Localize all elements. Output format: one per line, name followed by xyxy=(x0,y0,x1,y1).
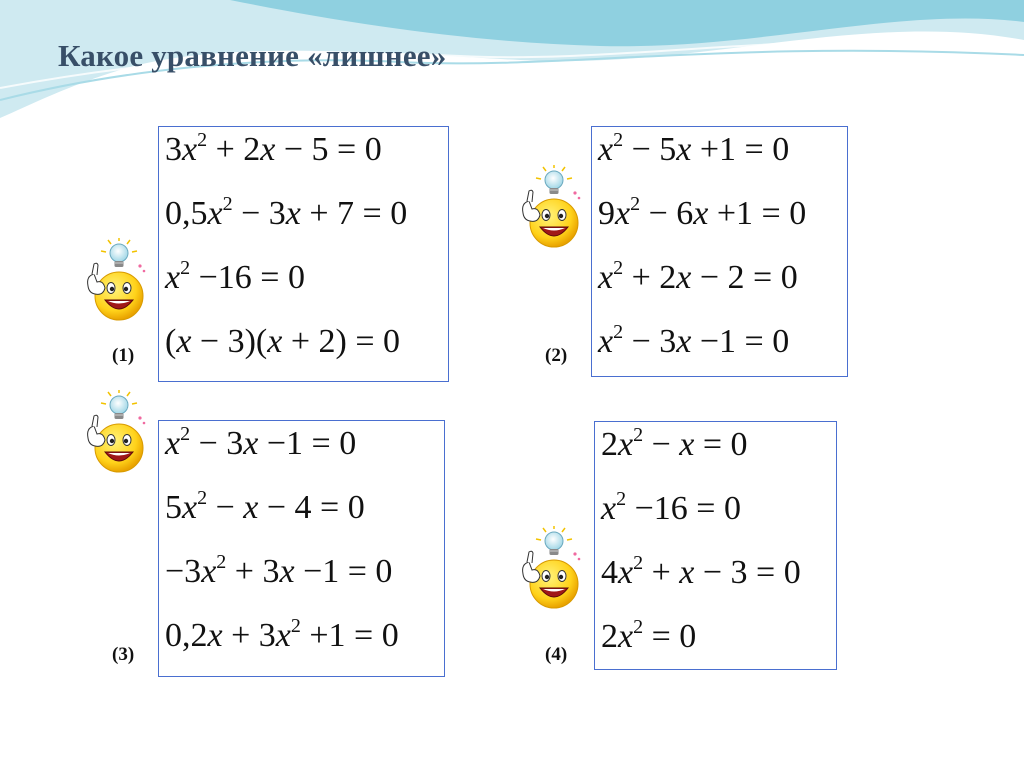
variable: x xyxy=(176,323,192,360)
term: − 5 xyxy=(623,131,677,168)
box-label-4: (4) xyxy=(545,644,568,665)
variable: x xyxy=(275,617,291,654)
exponent: 2 xyxy=(613,129,624,151)
variable: x xyxy=(182,131,198,168)
term: − 6 xyxy=(640,195,694,232)
exponent: 2 xyxy=(613,257,624,279)
variable: x xyxy=(598,259,614,296)
equation xyxy=(165,325,448,389)
term: +1 = 0 xyxy=(691,131,790,168)
exponent: 2 xyxy=(197,129,208,151)
variable: x xyxy=(615,195,631,232)
term: 9 xyxy=(598,195,615,232)
variable: x xyxy=(679,426,695,463)
equation-list xyxy=(165,129,448,389)
equation xyxy=(601,488,836,556)
slide-title: Какое уравнение «лишнее» xyxy=(58,38,447,73)
equation xyxy=(598,129,847,197)
term: −16 = 0 xyxy=(626,490,741,527)
exponent: 2 xyxy=(633,424,644,446)
exponent: 2 xyxy=(222,193,233,215)
equation-box-1 xyxy=(158,126,449,382)
equation-list xyxy=(598,129,847,389)
exponent: 2 xyxy=(290,615,301,637)
equation xyxy=(165,423,444,491)
variable: x xyxy=(279,553,295,590)
variable: x xyxy=(598,131,614,168)
exponent: 2 xyxy=(180,423,191,445)
equation xyxy=(165,257,448,325)
term: 0,5 xyxy=(165,195,208,232)
exponent: 2 xyxy=(613,321,624,343)
term: = 0 xyxy=(694,426,748,463)
equation xyxy=(165,615,444,683)
smiley-with-lightbulb-icon xyxy=(82,390,152,474)
equation-box-2 xyxy=(591,126,848,377)
term: +1 = 0 xyxy=(708,195,807,232)
variable: x xyxy=(285,195,301,232)
term: − 5 = 0 xyxy=(275,131,382,168)
term: 3 xyxy=(165,131,182,168)
equation xyxy=(601,424,836,492)
term: − 3 xyxy=(623,323,677,360)
variable: x xyxy=(598,323,614,360)
equation-list xyxy=(601,424,836,684)
term: − 4 = 0 xyxy=(258,489,365,526)
term: −1 = 0 xyxy=(691,323,790,360)
term: + 3 xyxy=(222,617,276,654)
equation xyxy=(598,321,847,389)
smiley-with-lightbulb-icon xyxy=(517,526,587,610)
term: − xyxy=(643,426,680,463)
equation xyxy=(165,129,448,197)
equation-box-3 xyxy=(158,420,445,677)
variable: x xyxy=(182,489,198,526)
variable: x xyxy=(243,425,259,462)
equation xyxy=(165,551,444,619)
variable: x xyxy=(676,131,692,168)
variable: x xyxy=(207,195,223,232)
term: ( xyxy=(165,323,177,360)
term: + 2 xyxy=(207,131,261,168)
term: −3 xyxy=(165,553,202,590)
term: − 2 = 0 xyxy=(691,259,798,296)
term: 4 xyxy=(601,554,618,591)
variable: x xyxy=(260,131,276,168)
equation xyxy=(601,552,836,620)
term: + 2) = 0 xyxy=(282,323,401,360)
variable: x xyxy=(207,617,223,654)
variable: x xyxy=(693,195,709,232)
equation xyxy=(165,193,448,261)
term: +1 = 0 xyxy=(300,617,399,654)
exponent: 2 xyxy=(180,257,191,279)
variable: x xyxy=(165,259,181,296)
term: −16 = 0 xyxy=(190,259,305,296)
term: −1 = 0 xyxy=(294,553,393,590)
term: 5 xyxy=(165,489,182,526)
equation xyxy=(598,257,847,325)
term: = 0 xyxy=(643,618,697,655)
term: + 2 xyxy=(623,259,677,296)
variable: x xyxy=(618,618,634,655)
equation xyxy=(598,193,847,261)
equation-list xyxy=(165,423,444,683)
smiley-with-lightbulb-icon xyxy=(82,238,152,322)
term: −1 = 0 xyxy=(258,425,357,462)
exponent: 2 xyxy=(633,616,644,638)
variable: x xyxy=(676,259,692,296)
term: 2 xyxy=(601,426,618,463)
variable: x xyxy=(679,554,695,591)
equation-box-4 xyxy=(594,421,837,670)
term: + 3 xyxy=(226,553,280,590)
term: − 3 = 0 xyxy=(694,554,801,591)
exponent: 2 xyxy=(630,193,641,215)
equation xyxy=(601,616,836,684)
variable: x xyxy=(676,323,692,360)
term: − 3 xyxy=(190,425,244,462)
variable: x xyxy=(601,490,617,527)
variable: x xyxy=(618,554,634,591)
term: + 7 = 0 xyxy=(300,195,408,232)
box-label-3: (3) xyxy=(112,644,135,665)
variable: x xyxy=(267,323,283,360)
variable: x xyxy=(201,553,217,590)
variable: x xyxy=(618,426,634,463)
term: − 3)( xyxy=(191,323,268,360)
box-label-2: (2) xyxy=(545,345,568,366)
variable: x xyxy=(243,489,259,526)
variable: x xyxy=(165,425,181,462)
term: 2 xyxy=(601,618,618,655)
smiley-with-lightbulb-icon xyxy=(517,165,587,249)
exponent: 2 xyxy=(616,488,627,510)
term: + xyxy=(643,554,680,591)
equation xyxy=(165,487,444,555)
term: − xyxy=(207,489,244,526)
box-label-1: (1) xyxy=(112,345,135,366)
exponent: 2 xyxy=(216,551,227,573)
exponent: 2 xyxy=(197,487,208,509)
exponent: 2 xyxy=(633,552,644,574)
term: − 3 xyxy=(232,195,286,232)
term: 0,2 xyxy=(165,617,208,654)
